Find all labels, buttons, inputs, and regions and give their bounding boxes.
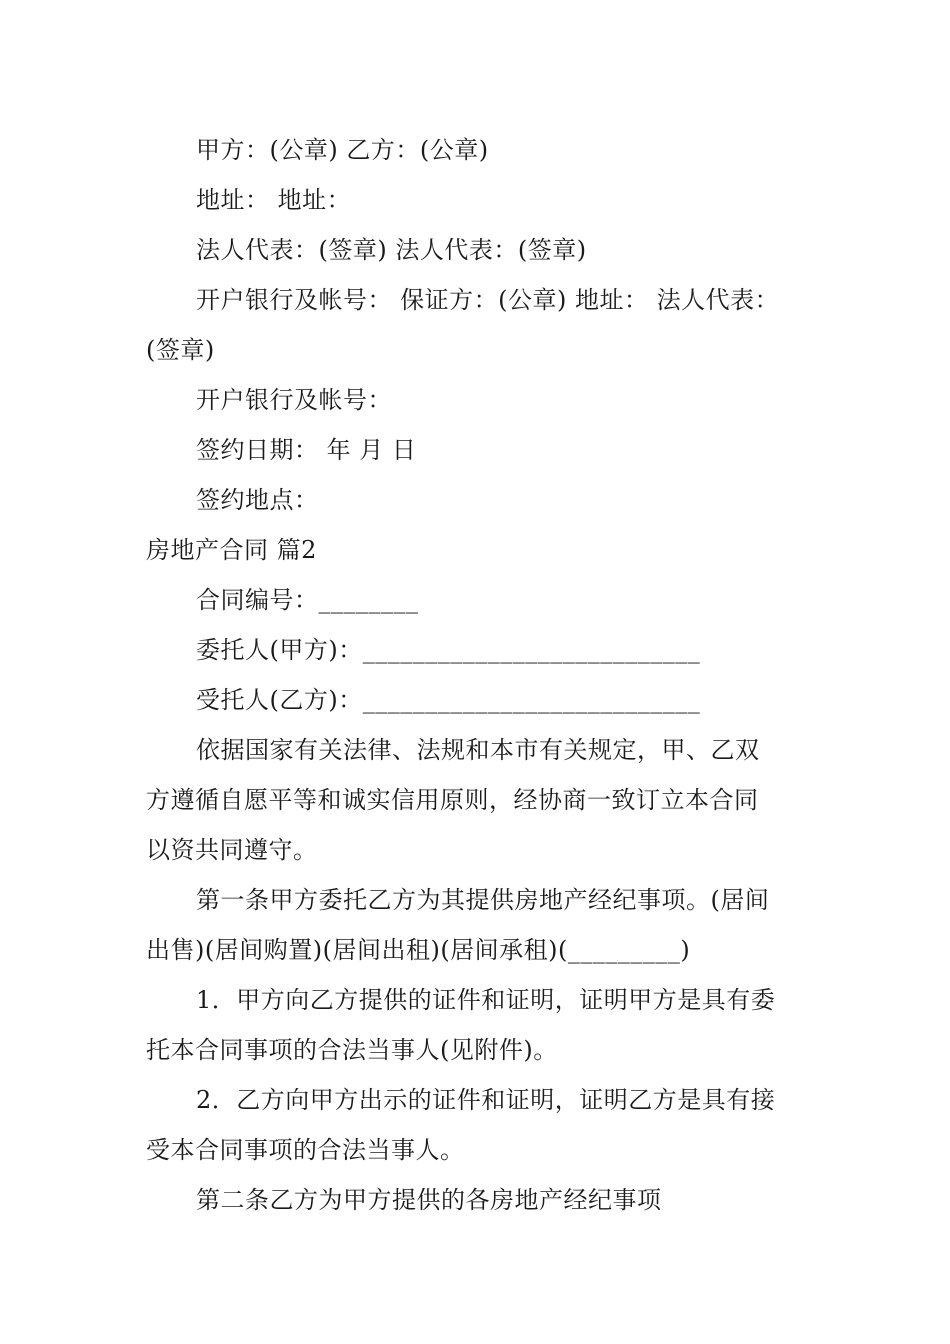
signature-wrap-line: (签章) (146, 336, 215, 364)
agent-line: 受托人(乙方)：___________________________ (196, 686, 701, 714)
contract-number-line: 合同编号：________ (196, 586, 419, 614)
bank-account-guarantor-line: 开户银行及帐号： 保证方：(公章) 地址： 法人代表： (196, 286, 780, 314)
legal-rep-line: 法人代表：(签章) 法人代表：(签章) (196, 236, 587, 264)
clause-1-line-1: 1．甲方向乙方提供的证件和证明，证明甲方是具有委 (196, 986, 776, 1014)
address-line: 地址： 地址： (196, 186, 352, 214)
article-1-line-1: 第一条甲方委托乙方为其提供房地产经纪事项。(居间 (196, 886, 770, 914)
article-1-line-2: 出售)(居间购置)(居间出租)(居间承租)(_________) (146, 936, 691, 964)
bank-account-line: 开户银行及帐号： (196, 386, 392, 414)
signing-place-line: 签约地点： (196, 486, 319, 514)
preamble-line-2: 方遵循自愿平等和诚实信用原则，经协商一致订立本合同 (146, 786, 759, 814)
clause-2-line-1: 2．乙方向甲方出示的证件和证明，证明乙方是具有接 (196, 1086, 776, 1114)
signing-date-line: 签约日期： 年 月 日 (196, 436, 417, 464)
clause-2-line-2: 受本合同事项的合法当事人。 (146, 1136, 465, 1164)
preamble-line-1: 依据国家有关法律、法规和本市有关规定，甲、乙双 (196, 736, 760, 764)
preamble-line-3: 以资共同遵守。 (146, 836, 318, 864)
principal-line: 委托人(甲方)：___________________________ (196, 636, 701, 664)
party-seal-line: 甲方：(公章) 乙方：(公章) (196, 136, 489, 164)
article-2-line: 第二条乙方为甲方提供的各房地产经纪事项 (196, 1186, 662, 1214)
section-heading: 房地产合同 篇2 (146, 536, 317, 564)
clause-1-line-2: 托本合同事项的合法当事人(见附件)。 (146, 1036, 558, 1064)
